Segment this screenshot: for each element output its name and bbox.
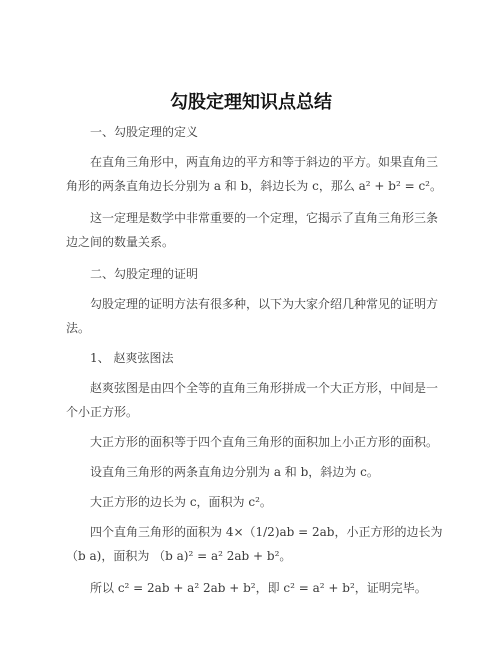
paragraph-line: 所以 c² = 2ab + a² 2ab + b²，即 c² = a² + b²，证明完毕。: [90, 581, 427, 595]
paragraph-line: （b a)，面积为 （b a)² = a² 2ab + b²。: [66, 549, 292, 563]
section-heading-definition: 一、勾股定理的定义: [90, 125, 199, 139]
document-title: 勾股定理知识点总结: [170, 92, 332, 113]
subsection-heading: 1、 赵爽弦图法: [90, 351, 174, 365]
paragraph-line: 设直角三角形的两条直角边分别为 a 和 b，斜边为 c。: [90, 465, 379, 479]
paragraph-line: 勾股定理的证明方法有很多种，以下为大家介绍几种常见的证明方: [90, 297, 439, 311]
paragraph-line: 法。: [66, 321, 91, 335]
paragraph-line: 这一定理是数学中非常重要的一个定理，它揭示了直角三角形三条: [90, 211, 439, 225]
paragraph-line: 赵爽弦图是由四个全等的直角三角形拼成一个大正方形，中间是一: [90, 381, 439, 395]
paragraph-line: 四个直角三角形的面积为 4×（1/2)ab = 2ab，小正方形的边长为: [90, 525, 443, 539]
paragraph-line: 边之间的数量关系。: [66, 235, 175, 249]
paragraph-line: 大正方形的边长为 c，面积为 c²。: [90, 495, 272, 509]
paragraph-line: 角形的两条直角边长分别为 a 和 b，斜边长为 c，那么 a² + b² = c²。: [66, 179, 442, 193]
paragraph-line: 个小正方形。: [66, 405, 139, 419]
paragraph-line: 在直角三角形中，两直角边的平方和等于斜边的平方。如果直角三: [90, 155, 439, 169]
section-heading-proof: 二、勾股定理的证明: [90, 267, 199, 281]
paragraph-line: 大正方形的面积等于四个直角三角形的面积加上小正方形的面积。: [90, 435, 439, 449]
